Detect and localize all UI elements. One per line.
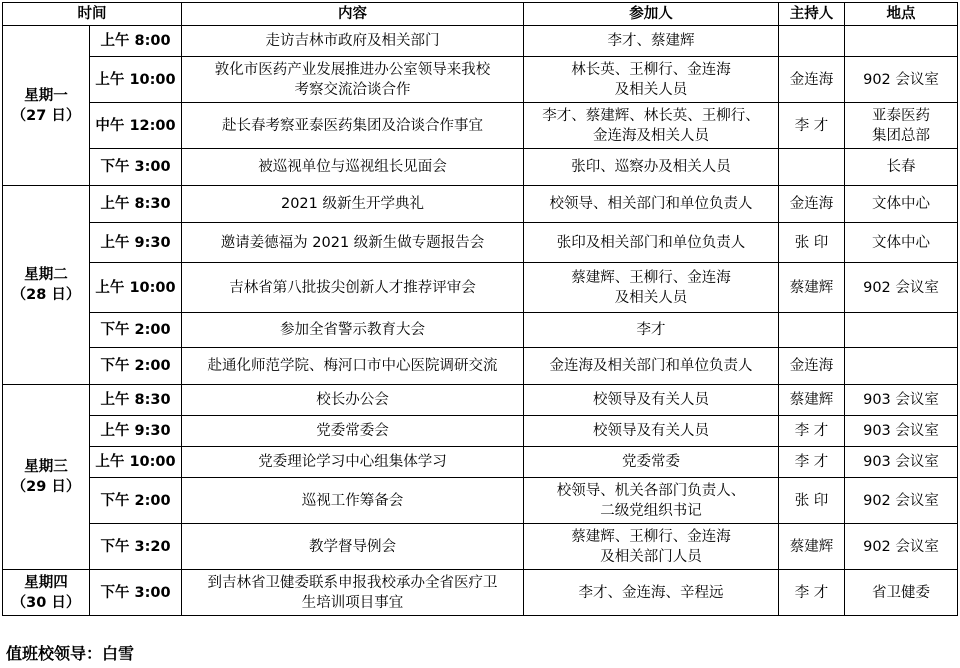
host-cell: 金连海: [779, 348, 845, 385]
cell-line: 文体中心: [872, 196, 930, 212]
cell-line: 及相关人员: [614, 81, 688, 98]
day-cell: [3, 26, 90, 186]
schedule-body: [3, 26, 958, 616]
location-cell: [845, 263, 958, 313]
cell-line: 902 会议室: [863, 492, 939, 509]
location-cell: [845, 348, 958, 385]
table-row: [3, 447, 958, 478]
cell-line: 李才: [636, 322, 666, 338]
cell-line: 校领导及有关人员: [593, 392, 709, 408]
cell-line: 校领导及有关人员: [593, 423, 709, 439]
cell-line: 走访吉林市政府及相关部门: [265, 33, 440, 49]
location-cell: [845, 478, 958, 524]
location-cell: [845, 416, 958, 447]
cell-line: 903 会议室: [863, 392, 939, 408]
participants-cell: [524, 313, 779, 348]
host-cell: 金连海: [779, 186, 845, 223]
table-row: [3, 524, 958, 570]
cell-line: 校长办公会: [316, 392, 389, 408]
cell-line: 参加全省警示教育大会: [280, 322, 425, 338]
host-cell: 李 才: [779, 447, 845, 478]
content-cell: [182, 149, 524, 186]
table-row: [3, 103, 958, 149]
time-cell: 上午 8:30: [90, 385, 182, 416]
participants-cell: [524, 263, 779, 313]
table-row: [3, 223, 958, 263]
table-row: [3, 570, 958, 616]
participants-cell: [524, 149, 779, 186]
location-cell: [845, 57, 958, 103]
time-cell: 上午 10:00: [90, 57, 182, 103]
cell-line: 党委理论学习中心组集体学习: [258, 454, 447, 470]
table-row: [3, 149, 958, 186]
participants-cell: [524, 416, 779, 447]
time-cell: 上午 8:30: [90, 186, 182, 223]
cell-line: 敦化市医药产业发展推进办公室领导来我校: [214, 61, 491, 78]
cell-line: 党委常委会: [316, 423, 389, 439]
content-cell: [182, 447, 524, 478]
host-cell: [779, 313, 845, 348]
content-cell: [182, 103, 524, 149]
cell-line: 考察交流洽谈合作: [294, 81, 411, 98]
participants-cell: [524, 223, 779, 263]
day-name: 星期二: [24, 267, 68, 283]
table-row: [3, 26, 958, 57]
cell-line: 生培训项目事宜: [301, 594, 404, 611]
location-cell: [845, 524, 958, 570]
day-date: （30 日）: [11, 594, 81, 611]
header-row: [3, 3, 958, 26]
cell-line: 2021 级新生开学典礼: [280, 196, 424, 212]
cell-line: 902 会议室: [863, 538, 939, 555]
time-cell: 上午 8:00: [90, 26, 182, 57]
host-cell: 张 印: [779, 478, 845, 524]
table-row: [3, 313, 958, 348]
duty-leader: 值班校领导：白雪: [6, 644, 135, 663]
day-name: 星期三: [24, 459, 68, 475]
host-cell: 李 才: [779, 103, 845, 149]
time-cell: 下午 2:00: [90, 478, 182, 524]
header-host: 主持人: [779, 3, 845, 26]
day-cell: [3, 385, 90, 570]
day-cell: [3, 570, 90, 616]
content-cell: [182, 26, 524, 57]
day-cell: [3, 186, 90, 385]
participants-cell: [524, 57, 779, 103]
table-row: [3, 385, 958, 416]
cell-line: 及相关部门人员: [600, 548, 702, 565]
cell-line: 及相关人员: [614, 289, 688, 306]
schedule-table: [2, 2, 958, 616]
cell-line: 亚泰医药: [872, 107, 930, 124]
host-cell: 金连海: [779, 57, 845, 103]
host-cell: [779, 26, 845, 57]
location-cell: [845, 313, 958, 348]
cell-line: 李才、金连海、辛程远: [578, 584, 724, 601]
location-cell: [845, 103, 958, 149]
cell-line: 教学督导例会: [309, 538, 396, 555]
content-cell: [182, 186, 524, 223]
table-row: [3, 416, 958, 447]
participants-cell: [524, 26, 779, 57]
participants-cell: [524, 478, 779, 524]
location-cell: [845, 26, 958, 57]
cell-line: 到吉林省卫健委联系申报我校承办全省医疗卫: [207, 574, 498, 591]
cell-line: 吉林省第八批拔尖创新人才推荐评审会: [229, 279, 476, 296]
location-cell: [845, 223, 958, 263]
location-cell: [845, 186, 958, 223]
content-cell: [182, 57, 524, 103]
day-date: （29 日）: [11, 479, 81, 495]
host-cell: 李 才: [779, 416, 845, 447]
header-participants: 参加人: [524, 3, 779, 26]
time-cell: 下午 3:00: [90, 149, 182, 186]
day-name: 星期一: [24, 87, 68, 104]
cell-line: 文体中心: [872, 234, 930, 251]
time-cell: 上午 9:30: [90, 223, 182, 263]
participants-cell: [524, 103, 779, 149]
time-cell: 下午 2:00: [90, 348, 182, 385]
day-name: 星期四: [24, 574, 68, 591]
cell-line: 赴通化师范学院、梅河口市中心医院调研交流: [207, 358, 498, 374]
header-location: 地点: [845, 3, 958, 26]
host-cell: 李 才: [779, 570, 845, 616]
header-time: 时间: [3, 3, 182, 26]
participants-cell: [524, 570, 779, 616]
participants-cell: [524, 524, 779, 570]
time-cell: 下午 3:00: [90, 570, 182, 616]
cell-line: 张印、巡察办及相关人员: [571, 159, 731, 175]
content-cell: [182, 416, 524, 447]
cell-line: 金连海及相关人员: [593, 127, 709, 144]
host-cell: [779, 149, 845, 186]
host-cell: 张 印: [779, 223, 845, 263]
cell-line: 集团总部: [872, 127, 930, 144]
cell-line: 蔡建辉、王柳行、金连海: [571, 528, 731, 545]
content-cell: [182, 313, 524, 348]
time-cell: 下午 3:20: [90, 524, 182, 570]
table-row: [3, 57, 958, 103]
cell-line: 金连海及相关部门和单位负责人: [549, 358, 753, 374]
location-cell: [845, 149, 958, 186]
day-date: （27 日）: [11, 107, 81, 124]
time-cell: 上午 9:30: [90, 416, 182, 447]
content-cell: [182, 385, 524, 416]
cell-line: 蔡建辉、王柳行、金连海: [571, 269, 731, 286]
time-cell: 上午 10:00: [90, 263, 182, 313]
location-cell: [845, 385, 958, 416]
table-row: [3, 263, 958, 313]
time-cell: 中午 12:00: [90, 103, 182, 149]
cell-line: 林长英、王柳行、金连海: [571, 61, 731, 78]
time-cell: 下午 2:00: [90, 313, 182, 348]
cell-line: 长春: [886, 159, 916, 175]
table-row: [3, 478, 958, 524]
cell-line: 邀请姜德福为 2021 级新生做专题报告会: [220, 234, 485, 251]
content-cell: [182, 223, 524, 263]
cell-line: 902 会议室: [863, 71, 939, 88]
cell-line: 张印及相关部门和单位负责人: [556, 234, 746, 251]
cell-line: 二级党组织书记: [600, 502, 702, 519]
day-date: （28 日）: [11, 287, 81, 303]
host-cell: 蔡建辉: [779, 385, 845, 416]
content-cell: [182, 263, 524, 313]
cell-line: 被巡视单位与巡视组长见面会: [258, 159, 447, 175]
cell-line: 党委常委: [622, 454, 680, 470]
participants-cell: [524, 348, 779, 385]
participants-cell: [524, 186, 779, 223]
time-cell: 上午 10:00: [90, 447, 182, 478]
participants-cell: [524, 385, 779, 416]
table-row: [3, 186, 958, 223]
participants-cell: [524, 447, 779, 478]
cell-line: 赴长春考察亚泰医药集团及洽谈合作事宜: [222, 117, 483, 134]
cell-line: 903 会议室: [863, 454, 939, 470]
location-cell: [845, 570, 958, 616]
cell-line: 903 会议室: [863, 423, 939, 439]
content-cell: [182, 348, 524, 385]
cell-line: 巡视工作筹备会: [301, 492, 404, 509]
content-cell: [182, 478, 524, 524]
cell-line: 902 会议室: [863, 279, 939, 296]
table-row: [3, 348, 958, 385]
header-content: 内容: [182, 3, 524, 26]
content-cell: [182, 524, 524, 570]
cell-line: 省卫健委: [872, 584, 930, 601]
content-cell: [182, 570, 524, 616]
cell-line: 校领导、相关部门和单位负责人: [549, 196, 753, 212]
cell-line: 李才、蔡建辉: [607, 33, 695, 49]
location-cell: [845, 447, 958, 478]
host-cell: 蔡建辉: [779, 263, 845, 313]
host-cell: 蔡建辉: [779, 524, 845, 570]
cell-line: 校领导、机关各部门负责人、: [556, 482, 746, 499]
cell-line: 李才、蔡建辉、林长英、王柳行、: [542, 107, 760, 124]
